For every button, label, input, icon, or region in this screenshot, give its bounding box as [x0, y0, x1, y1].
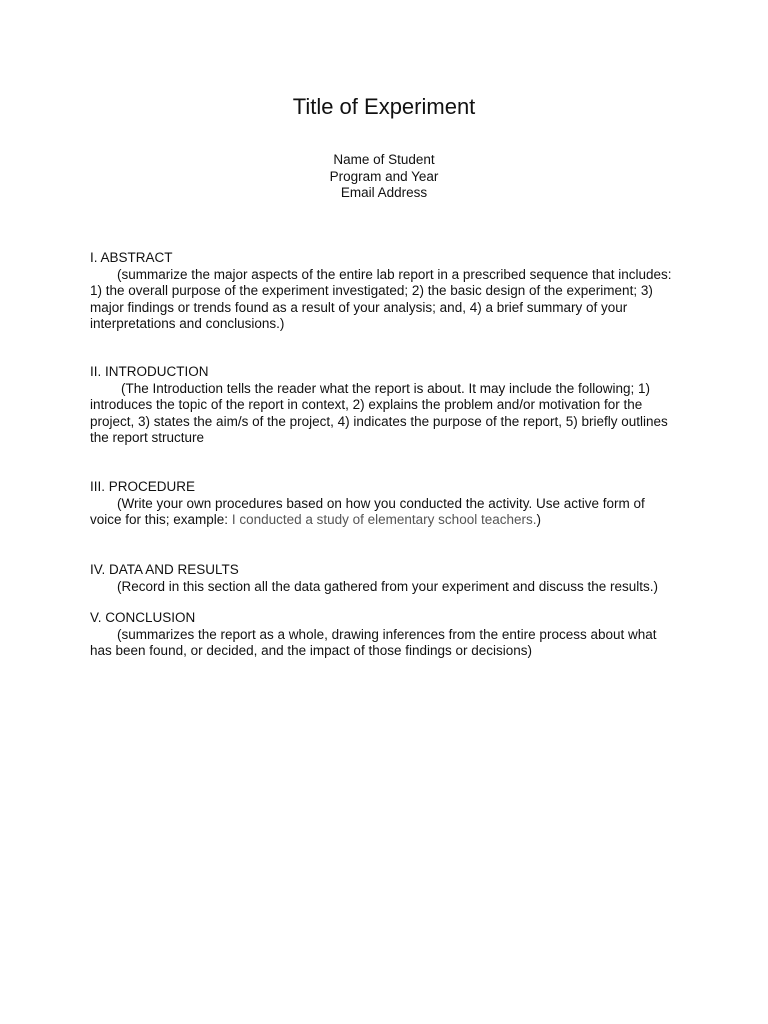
section-introduction — [90, 364, 680, 447]
section-heading: V. CONCLUSION — [90, 610, 196, 625]
section-heading: II. INTRODUCTION — [90, 364, 209, 379]
section-body: (The Introduction tells the reader what the report is about. It may include the following; 1) introduces the topic of the report in context, 2) explains the problem and/or motivation for the project, 3) states the aim/s of the project, 4) indicates the purpose of the report, 5) briefly outlines the report structure — [90, 380, 668, 446]
section-body — [90, 496, 680, 529]
section-heading: I. ABSTRACT — [90, 250, 173, 265]
section-procedure — [90, 479, 680, 529]
section-conclusion — [90, 610, 680, 660]
section-heading: III. PROCEDURE — [90, 479, 196, 494]
program-and-year: Program and Year — [329, 168, 439, 184]
email-address: Email Address — [340, 185, 428, 201]
procedure-text: (Write your own procedures based on how you conducted the activity. Use active form of voice for this; example: — [90, 495, 645, 528]
student-name: Name of Student — [333, 152, 435, 167]
student-info — [0, 152, 768, 202]
section-body: (summarize the major aspects of the entire lab report in a prescribed sequence that includes: 1) the overall purpose of the experiment investigated; 2) the basic design of the experiment; 3) major findings or trends found as a result of your analysis; and, 4) a brief summary of your interpretations and conclusions.) — [90, 266, 672, 332]
section-body: (summarizes the report as a whole, drawing inferences from the entire process about what has been found, or decided, and the impact of those findings or decisions) — [90, 626, 657, 659]
section-heading: IV. DATA AND RESULTS — [90, 562, 239, 577]
document-title: Title of Experiment — [292, 94, 476, 119]
section-body: (Record in this section all the data gathered from your experiment and discuss the results.) — [117, 578, 659, 594]
procedure-example: I conducted a study of elementary school teachers. — [231, 512, 537, 528]
section-data-and-results — [90, 562, 680, 595]
section-abstract — [90, 250, 680, 333]
procedure-text-end: ) — [536, 512, 541, 528]
